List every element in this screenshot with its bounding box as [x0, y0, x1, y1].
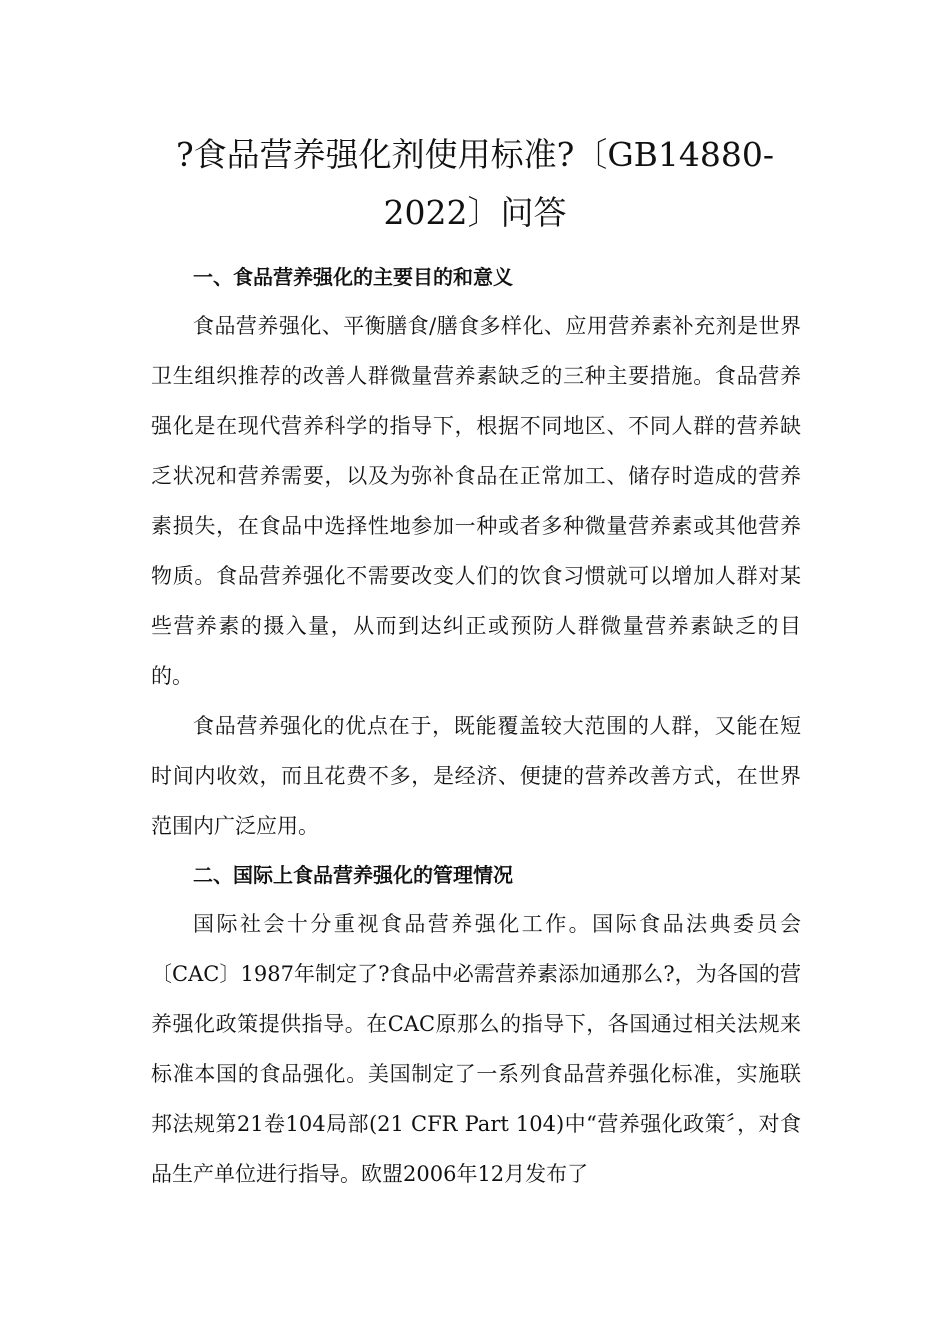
title-line-2: 2022〕问答: [383, 193, 567, 232]
document-title: [120, 126, 830, 242]
section-2-heading: 二、国际上食品营养强化的管理情况: [193, 863, 513, 887]
document-body: [151, 253, 801, 1199]
section-1-paragraph-1: 食品营养强化、平衡膳食/膳食多样化、应用营养素补充剂是世界卫生组织推荐的改善人群微量营养素缺乏的三种主要措施。食品营养强化是在现代营养科学的指导下，根据不同地区、不同人群的营养缺乏状况和营养需要，以及为弥补食品在正常加工、储存时造成的营养素损失，在食品中选择性地参加一种或者多种微量营养素或其他营养物质。食品营养强化不需要改变人们的饮食习惯就可以增加人群对某些营养素的摄入量，从而到达纠正或预防人群微量营养素缺乏的目的。: [151, 314, 801, 688]
section-1-paragraph-2: 食品营养强化的优点在于，既能覆盖较大范围的人群，又能在短时间内收效，而且花费不多，是经济、便捷的营养改善方式，在世界范围内广泛应用。: [151, 714, 801, 838]
section-2-paragraph-1: 国际社会十分重视食品营养强化工作。国际食品法典委员会〔CAC〕1987年制定了?食品中必需营养素添加通那么?，为各国的营养强化政策提供指导。在CAC原那么的指导下，各国通过相关法规来标准本国的食品强化。美国制定了一系列食品营养强化标准，实施联邦法规第21卷104局部(21 CFR Part 104)中“营养强化政策〞，对食品生产单位进行指导。欧盟2006年12月发布了: [151, 912, 801, 1186]
title-line-1: ?食品营养强化剂使用标准?〔GB14880-: [175, 135, 775, 174]
section-1-heading: 一、食品营养强化的主要目的和意义: [193, 265, 513, 289]
